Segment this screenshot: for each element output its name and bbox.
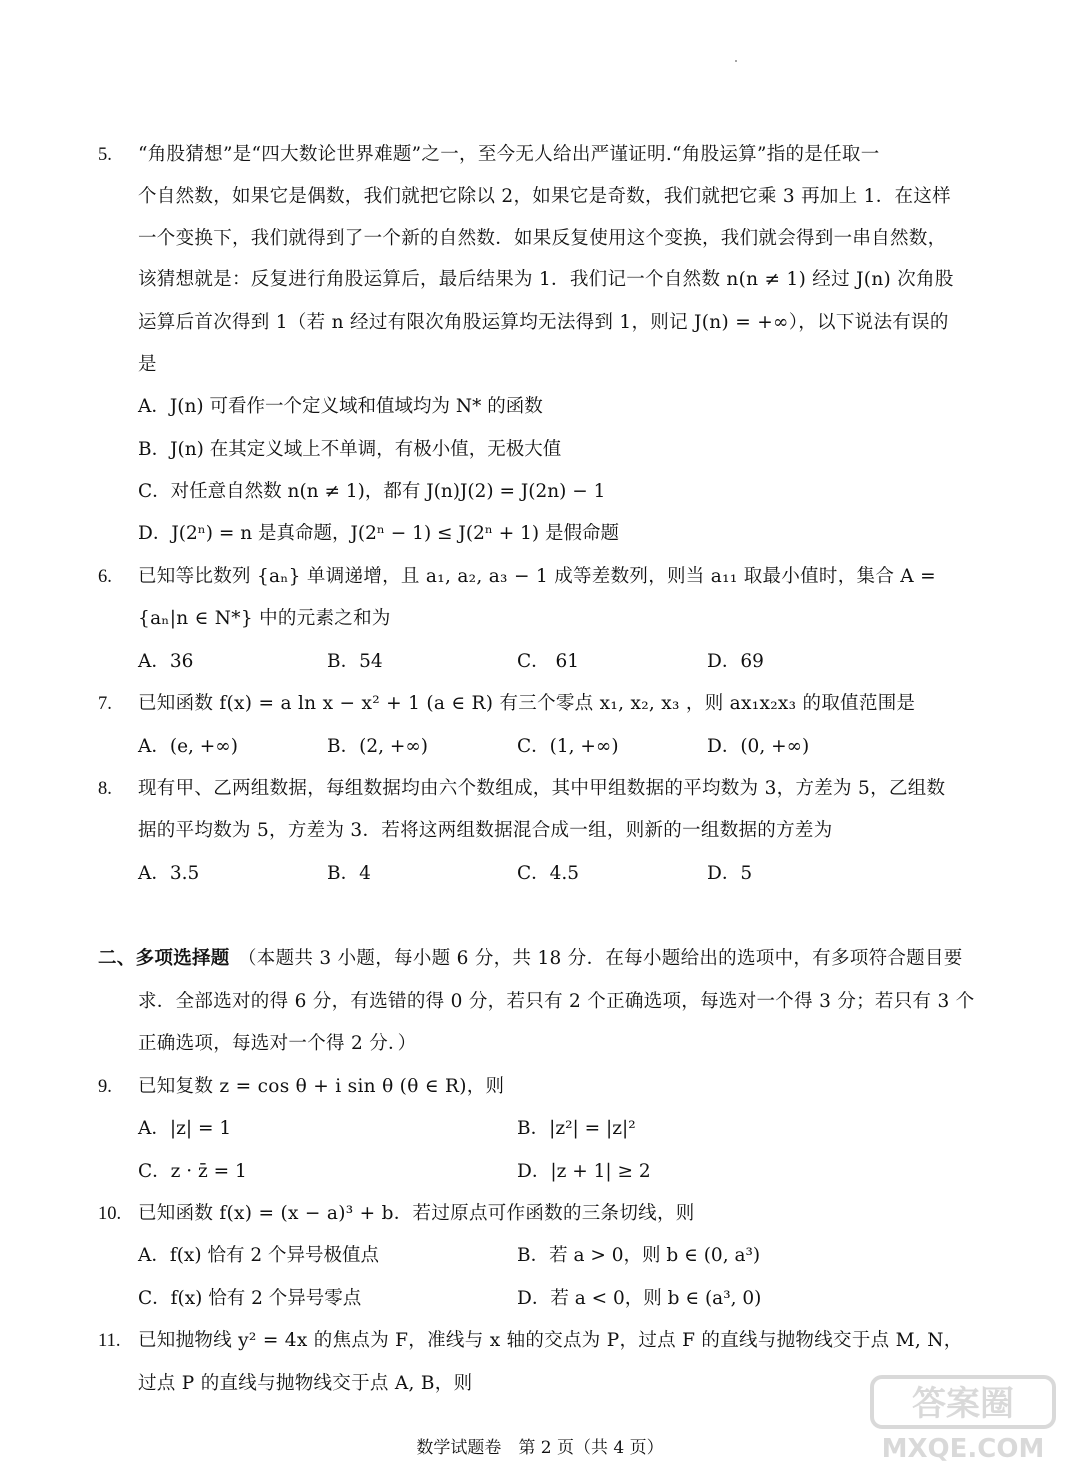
question-5-line-2: 个自然数，如果它是偶数，我们就把它除以 2，如果它是奇数，我们就把它乘 3 再加上 1．在这样 — [138, 186, 951, 207]
question-11-line-1: 已知抛物线 y² = 4x 的焦点为 F，准线与 x 轴的交点为 P，过点 F 的直线与抛物线交于点 M, N， — [138, 1330, 963, 1351]
question-8-option-c: C．4.5 — [517, 863, 580, 884]
question-7-option-b: B．(2, +∞) — [327, 736, 428, 757]
scan-dot — [735, 60, 737, 62]
question-8-option-a: A．3.5 — [138, 863, 200, 884]
question-5-option-d: D．J(2ⁿ) = n 是真命题，J(2ⁿ − 1) ≤ J(2ⁿ + 1) 是假命题 — [138, 523, 619, 544]
section-2-instructions-line-3: 正确选项，每选对一个得 2 分．） — [138, 1033, 417, 1054]
question-7-option-c: C．(1, +∞) — [517, 736, 619, 757]
question-10-option-b: B．若 a > 0，则 b ∈ (0, a³) — [517, 1245, 761, 1266]
question-6-option-c: C． 61 — [517, 651, 580, 672]
question-10-option-c: C．f(x) 恰有 2 个异号零点 — [138, 1288, 362, 1309]
question-5-option-c: C．对任意自然数 n(n ≠ 1)，都有 J(n)J(2) = J(2n) − 1 — [138, 481, 606, 502]
question-6-line-2: {aₙ|n ∈ N*} 中的元素之和为 — [138, 608, 391, 629]
watermark-logo — [868, 1373, 1058, 1463]
question-8-option-b: B．4 — [327, 863, 371, 884]
watermark-bottom-text: MXQE.COM — [881, 1434, 1045, 1463]
question-9-line-1: 已知复数 z = cos θ + i sin θ (θ ∈ R)，则 — [138, 1076, 505, 1097]
question-7-number: 7. — [98, 694, 112, 714]
question-9-option-b: B．|z²| = |z|² — [517, 1118, 636, 1139]
question-6-option-a: A．36 — [138, 651, 194, 672]
question-5-line-5: 运算后首次得到 1（若 n 经过有限次角股运算均无法得到 1，则记 J(n) = +∞），以下说法有误的 — [138, 312, 949, 333]
question-6-line-1: 已知等比数列 {aₙ} 单调递增，且 a₁, a₂, a₃ − 1 成等差数列，则当 a₁₁ 取最小值时，集合 A = — [138, 566, 936, 587]
question-8-line-2: 据的平均数为 5，方差为 3．若将这两组数据混合成一组，则新的一组数据的方差为 — [138, 820, 833, 841]
question-5-number: 5. — [98, 145, 112, 165]
question-11-number: 11. — [98, 1331, 121, 1351]
question-9-option-a: A．|z| = 1 — [138, 1118, 232, 1139]
question-8-option-d: D．5 — [707, 863, 753, 884]
question-7-line-1: 已知函数 f(x) = a ln x − x² + 1 (a ∈ R) 有三个零点 x₁, x₂, x₃ ，则 ax₁x₂x₃ 的取值范围是 — [138, 693, 916, 714]
question-10-option-d: D．若 a < 0，则 b ∈ (a³, 0) — [517, 1288, 762, 1309]
page-footer: 数学试题卷 第 2 页（共 4 页） — [416, 1438, 664, 1458]
question-5-option-b: B．J(n) 在其定义域上不单调，有极小值，无极大值 — [138, 439, 562, 460]
section-2-title: 二、多项选择题 — [98, 948, 230, 969]
question-5-line-3: 一个变换下，我们就得到了一个新的自然数．如果反复使用这个变换，我们就会得到一串自然数， — [138, 228, 947, 249]
section-2-instructions-line-2: 求．全部选对的得 6 分，有选错的得 0 分，若只有 2 个正确选项，每选对一个得 3 分；若只有 3 个 — [138, 991, 975, 1012]
question-8-line-1: 现有甲、乙两组数据，每组数据均由六个数组成，其中甲组数据的平均数为 3，方差为 5，乙组数 — [138, 778, 946, 799]
question-6-number: 6. — [98, 567, 112, 587]
question-7-option-d: D．(0, +∞) — [707, 736, 810, 757]
question-9-number: 9. — [98, 1077, 112, 1097]
question-10-option-a: A．f(x) 恰有 2 个异号极值点 — [138, 1245, 379, 1266]
watermark-top-text: 答案圈 — [912, 1384, 1014, 1424]
question-5-line-6: 是 — [138, 354, 157, 375]
question-6-option-d: D．69 — [707, 651, 764, 672]
question-5-line-4: 该猜想就是：反复进行角股运算后，最后结果为 1．我们记一个自然数 n(n ≠ 1) 经过 J(n) 次角股 — [138, 269, 954, 290]
question-10-number: 10. — [98, 1204, 122, 1224]
question-9-option-d: D．|z + 1| ≥ 2 — [517, 1161, 651, 1182]
question-7-option-a: A．(e, +∞) — [138, 736, 238, 757]
question-6-option-b: B．54 — [327, 651, 383, 672]
question-5-line-1: “角股猜想”是“四大数论世界难题”之一，至今无人给出严谨证明.“角股运算”指的是任取一 — [138, 144, 880, 165]
question-8-number: 8. — [98, 779, 112, 799]
question-11-line-2: 过点 P 的直线与抛物线交于点 A, B，则 — [138, 1373, 473, 1394]
question-5-option-a: A．J(n) 可看作一个定义域和值域均为 N* 的函数 — [138, 396, 543, 417]
question-9-option-c: C．z · z̄ = 1 — [138, 1161, 247, 1182]
question-10-line-1: 已知函数 f(x) = (x − a)³ + b．若过原点可作函数的三条切线，则 — [138, 1203, 695, 1224]
section-2-instructions-line-1: （本题共 3 小题，每小题 6 分，共 18 分．在每小题给出的选项中，有多项符合题目要 — [238, 948, 963, 969]
